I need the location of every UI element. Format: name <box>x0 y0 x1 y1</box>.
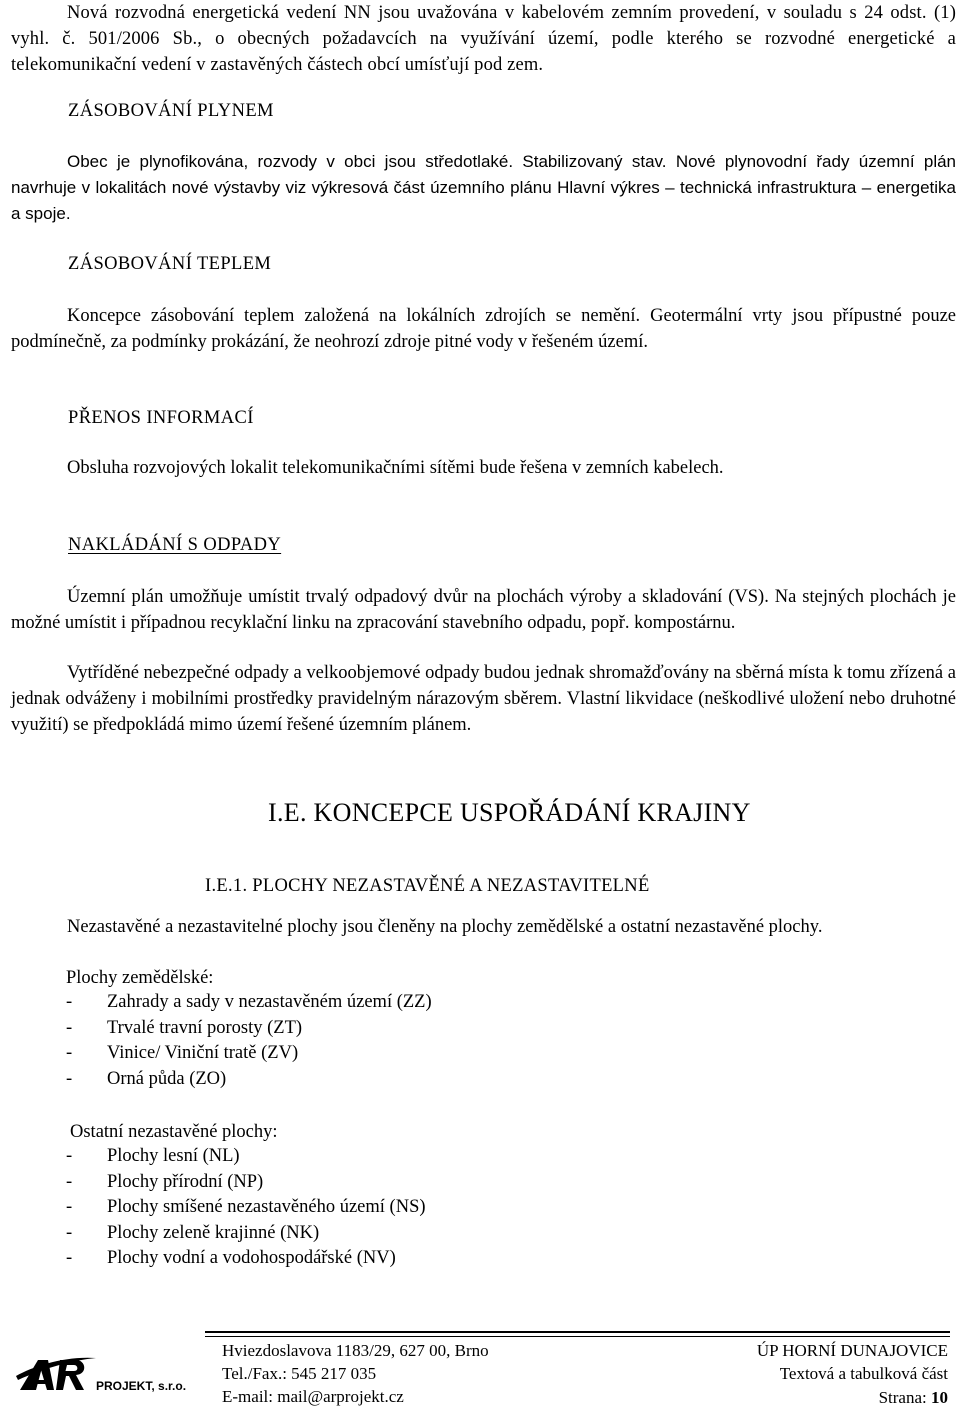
footer-phone: Tel./Fax.: 545 217 035 <box>222 1364 377 1383</box>
page-number: 10 <box>931 1388 948 1407</box>
agri-list <box>66 990 432 1092</box>
other-label: Ostatní nezastavěné plochy: <box>70 1122 278 1142</box>
agri-label: Plochy zemědělské: <box>66 968 214 988</box>
list-item <box>66 990 432 1016</box>
list-item <box>66 1246 426 1272</box>
footer-email: E-mail: mail@arprojekt.cz <box>222 1387 404 1406</box>
list-item <box>66 1221 426 1247</box>
footer-page <box>879 1386 948 1409</box>
info-paragraph: Obsluha rozvojových lokalit telekomunikačními sítěmi bude řešena v zemních kabelech. <box>67 458 724 478</box>
footer-address: Hviezdoslavova 1183/29, 627 00, Brno <box>222 1341 489 1360</box>
list-dash: - <box>66 992 73 1012</box>
waste-paragraph-1: Územní plán umožňuje umístit trvalý odpadový dvůr na plochách výroby a skladování (VS). Na stejných plochách je možné umístit i případnou recyklační linku na zpracování stavebního odpadu, popř. kompostárnu. <box>11 587 956 633</box>
section-subtitle: I.E.1. PLOCHY NEZASTAVĚNÉ A NEZASTAVITELNÉ <box>205 876 650 896</box>
ar-logo-icon <box>14 1346 204 1404</box>
list-dash: - <box>66 1222 73 1243</box>
section-title: I.E. KONCEPCE USPOŘÁDÁNÍ KRAJINY <box>268 798 751 827</box>
company-logo <box>14 1346 204 1404</box>
gas-heading: ZÁSOBOVÁNÍ PLYNEM <box>68 101 274 121</box>
list-item-text: Plochy zeleně krajinné (NK) <box>107 1222 320 1243</box>
list-item-text: Plochy lesní (NL) <box>107 1146 240 1166</box>
list-item-text: Trvalé travní porosty (ZT) <box>107 1017 303 1038</box>
footer-rule <box>205 1331 950 1333</box>
list-item-text: Plochy smíšené nezastavěného území (NS) <box>107 1197 426 1217</box>
list-item <box>66 1144 426 1170</box>
footer-project: ÚP HORNÍ DUNAJOVICE <box>756 1341 948 1360</box>
list-dash: - <box>66 1197 73 1217</box>
logo-text: PROJEKT, s.r.o. <box>96 1379 187 1393</box>
list-item <box>66 1041 432 1067</box>
list-dash: - <box>66 1146 73 1166</box>
list-item <box>66 1195 426 1221</box>
list-dash: - <box>66 1017 73 1038</box>
waste-heading: NAKLÁDÁNÍ S ODPADY <box>68 535 282 555</box>
list-item-text: Zahrady a sady v nezastavěném území (ZZ) <box>107 992 432 1012</box>
intro-paragraph: Nová rozvodná energetická vedení NN jsou uvažována v kabelovém zemním provedení, v souladu s 24 odst. (1) vyhl. č. 501/2006 Sb., o obecných požadavcích na využívání území, podle kterého se rozvodné energetické a telekomunikační vedení v zastavěných částech obcí umísťují pod zem. <box>11 3 956 75</box>
list-item <box>66 1067 432 1093</box>
list-dash: - <box>66 1043 73 1063</box>
list-item <box>66 1016 432 1042</box>
footer-rule-thin <box>205 1336 950 1337</box>
list-item-text: Plochy vodní a vodohospodářské (NV) <box>107 1248 396 1268</box>
other-list <box>66 1144 426 1272</box>
gas-paragraph: Obec je plynofikována, rozvody v obci jsou středotlaké. Stabilizovaný stav. Nové plynovodní řady územní plán navrhuje v lokalitách nové výstavby viz výkresová část územního plánu Hlavní výkres – technická infrastruktura – energetika a spoje. <box>11 152 956 223</box>
info-heading: PŘENOS INFORMACÍ <box>68 408 254 428</box>
list-item-text: Orná půda (ZO) <box>107 1068 227 1089</box>
heat-heading: ZÁSOBOVÁNÍ TEPLEM <box>68 254 272 274</box>
heat-paragraph: Koncepce zásobování teplem založená na lokálních zdrojích se nemění. Geotermální vrty jsou přípustné pouze podmínečně, za podmínky prokázání, že neohrozí zdroje pitné vody v řešeném území. <box>11 306 956 352</box>
list-item-text: Plochy přírodní (NP) <box>107 1171 264 1192</box>
list-item-text: Vinice/ Viniční tratě (ZV) <box>107 1043 299 1063</box>
list-dash: - <box>66 1248 73 1268</box>
areas-paragraph: Nezastavěné a nezastavitelné plochy jsou členěny na plochy zemědělské a ostatní nezastavěné plochy. <box>67 917 823 937</box>
list-dash: - <box>66 1068 73 1089</box>
waste-paragraph-2: Vytříděné nebezpečné odpady a velkoobjemové odpady budou jednak shromažďovány na sběrná místa k tomu zřízená a jednak odváženy i mobilními prostředky pravidelným nárazovým sběrem. Vlastní likvidace (neškodlivé uložení nebo druhotné využití) se předpokládá mimo území řešené územním plánem. <box>11 663 956 735</box>
list-dash: - <box>66 1171 73 1192</box>
footer-part: Textová a tabulková část <box>779 1364 948 1383</box>
page-label: Strana: <box>878 1388 927 1407</box>
list-item <box>66 1170 426 1196</box>
